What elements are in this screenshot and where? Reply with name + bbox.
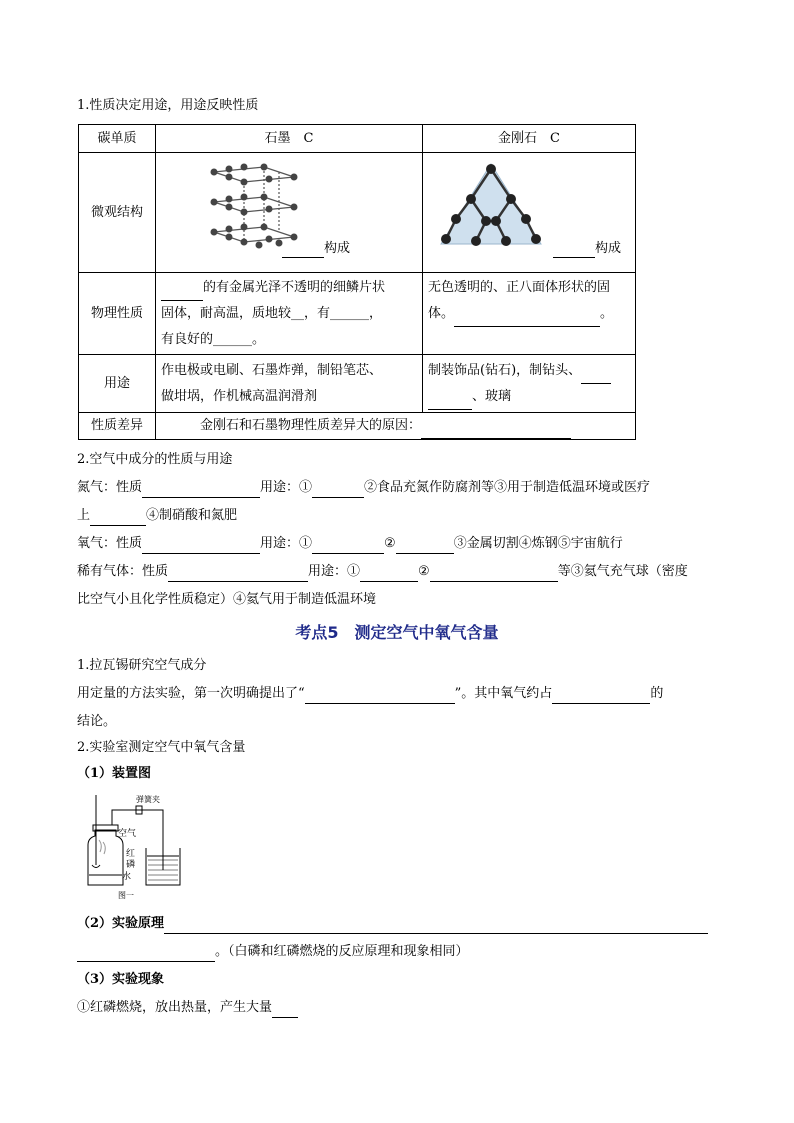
noble-use-text: 等③氦气充气球（密度	[557, 564, 688, 579]
difference-cell	[156, 413, 636, 440]
noble-line2: 比空气小且化学性质稳定）④氦气用于制造低温环境	[77, 592, 377, 607]
difference-text: 金刚石和石墨物理性质差异大的原因：	[200, 418, 422, 433]
oxygen-use-text: ③金属切割④炼钢⑤宇宙航行	[453, 536, 623, 551]
diamond-physical-line2: 体。	[428, 306, 455, 321]
graphite-use-line1: 作电极或电刷、石墨炸弹，制铅笔芯、	[161, 362, 383, 378]
graphite-use-line2: 做坩埚，作机械高温润滑剂	[161, 388, 318, 404]
question-principle	[77, 914, 708, 934]
row-label-physical: 物理性质	[79, 273, 156, 355]
nitrogen-use-text: ②食品充氮作防腐剂等③用于制造低温环境或医疗	[364, 480, 651, 495]
row-label-structure: 微观结构	[79, 153, 156, 273]
nitrogen-line2	[77, 506, 237, 526]
graphite-structure-blank[interactable]	[282, 241, 324, 258]
phenomenon-line1	[77, 998, 298, 1018]
label-water: 水	[122, 872, 132, 882]
oxygen-use-mark2: ②	[384, 536, 396, 551]
header-cell-diamond: 金刚石 C	[423, 125, 636, 153]
noble-property-blank[interactable]	[168, 565, 308, 582]
row-label-difference: 性质差异	[79, 413, 156, 440]
principle-blank1[interactable]	[164, 917, 708, 934]
diamond-structure-image	[431, 159, 551, 259]
noble-use-blank2[interactable]	[430, 565, 558, 582]
nitrogen-continue-label: 上	[77, 508, 91, 523]
question-apparatus: （1）装置图	[77, 766, 152, 781]
graphite-physical-cell	[156, 273, 423, 355]
row-label-use: 用途	[79, 355, 156, 413]
noble-line1	[77, 562, 688, 582]
noble-use-label: 用途：①	[308, 564, 361, 579]
nitrogen-use-text2: ④制硝酸和氮肥	[146, 508, 238, 523]
section2-heading: 2.空气中成分的性质与用途	[77, 452, 233, 467]
diamond-use-line1: 制装饰品(钻石)，制钻头、	[428, 362, 582, 378]
lavoisier-text-a: 用定量的方法实验，第一次明确提出了“	[77, 686, 305, 701]
diamond-structure-blank[interactable]	[553, 241, 595, 258]
nitrogen-use-blank1[interactable]	[312, 481, 364, 498]
diamond-use-cell	[423, 355, 636, 413]
noble-use-mark2: ②	[418, 564, 430, 579]
section5-title: 考点5 测定空气中氧气含量	[295, 623, 499, 642]
label-phosphorus-2: 磷	[126, 860, 136, 870]
oxygen-property-blank[interactable]	[142, 537, 260, 554]
graphite-structure-cell	[156, 153, 423, 273]
diamond-physical-cell: 无色透明的、正八面体形状的固 体。 。	[423, 273, 636, 355]
diamond-use-blank2[interactable]	[428, 393, 472, 410]
question-phenomenon: （3）实验现象	[77, 972, 165, 987]
graphite-color-blank[interactable]	[161, 284, 203, 301]
nitrogen-line1	[77, 478, 650, 498]
principle-note: 。（白磷和红磷燃烧的反应原理和现象相同）	[215, 944, 469, 959]
graphite-physical-line3: 有良好的______。	[161, 331, 266, 347]
lavoisier-text-b: ”。其中氧气约占	[454, 686, 553, 701]
diamond-use-blank1[interactable]	[581, 367, 611, 384]
label-figure: 图一	[118, 891, 134, 900]
oxygen-use-blank1[interactable]	[312, 537, 384, 554]
difference-blank[interactable]	[421, 422, 571, 439]
diamond-structure-cell	[423, 153, 636, 273]
label-phosphorus-1: 红	[126, 849, 136, 859]
header-cell-substance: 碳单质	[79, 125, 156, 153]
nitrogen-property-blank[interactable]	[142, 481, 260, 498]
principle-blank2[interactable]	[77, 945, 215, 962]
label-clip: 弹簧夹	[136, 795, 160, 804]
nitrogen-use-label: 用途：①	[260, 480, 313, 495]
oxygen-use-blank2[interactable]	[396, 537, 454, 554]
diamond-physical-blank[interactable]	[454, 310, 600, 327]
section5-p2-end: 结论。	[77, 714, 117, 729]
oxygen-use-label: 用途：①	[260, 536, 313, 551]
principle-line2	[77, 942, 469, 962]
label-air: 空气	[118, 829, 137, 839]
graphite-use-cell	[156, 355, 423, 413]
oxygen-fraction-blank[interactable]	[552, 687, 650, 704]
noble-use-blank1[interactable]	[360, 565, 418, 582]
nitrogen-use-blank2[interactable]	[90, 509, 146, 526]
section5-p1: 1.拉瓦锡研究空气成分	[77, 658, 207, 673]
noble-property-label: 稀有气体：性质	[77, 564, 169, 579]
diamond-physical-line1: 无色透明的、正八面体形状的固	[428, 280, 611, 295]
section1-heading: 1.性质决定用途，用途反映性质	[77, 98, 259, 113]
oxygen-line	[77, 534, 623, 554]
lavoisier-conclusion-blank[interactable]	[305, 687, 455, 704]
phenomenon-text: ①红磷燃烧，放出热量，产生大量	[77, 1000, 273, 1015]
diamond-use-line2: 、玻璃	[472, 388, 512, 404]
lavoisier-text-c: 的	[650, 686, 664, 701]
graphite-physical-line1: 的有金属光泽不透明的细鳞片状	[203, 279, 386, 295]
oxygen-property-label: 氧气：性质	[77, 536, 143, 551]
section5-p2	[77, 684, 663, 704]
graphite-structure-suffix: 构成	[324, 241, 351, 256]
apparatus-diagram	[78, 790, 188, 905]
nitrogen-property-label: 氮气：性质	[77, 480, 143, 495]
diamond-structure-suffix: 构成	[595, 241, 622, 256]
header-cell-graphite: 石墨 C	[156, 125, 423, 153]
phenomenon-blank[interactable]	[272, 1001, 298, 1018]
carbon-table	[78, 124, 636, 440]
principle-label: （2）实验原理	[77, 916, 165, 931]
graphite-physical-line2: 固体，耐高温，质地较__，有______，	[161, 305, 383, 321]
section5-p3: 2.实验室测定空气中氧气含量	[77, 740, 246, 755]
